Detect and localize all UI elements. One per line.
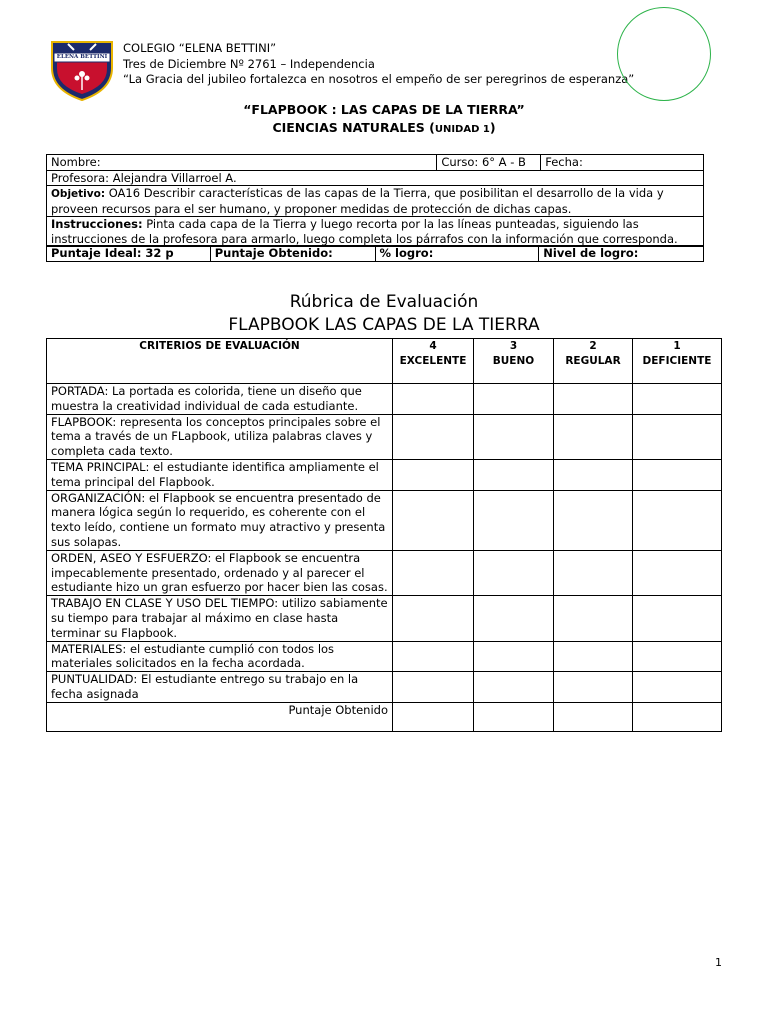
document-title: “FLAPBOOK : LAS CAPAS DE LA TIERRA” [243, 102, 525, 117]
criterion-orden-aseo: ORDEN, ASEO Y ESFUERZO: el Flapbook se encuentra impecablemente presentado, ordenado y al parecer el estudiante hizo un gran esfuerzo por hacer bien las cosas. [47, 550, 393, 595]
criterion-materiales: MATERIALES: el estudiante cumplió con todos los materiales solicitados en la fecha acordada. [47, 641, 393, 672]
obtained-score[interactable]: Puntaje Obtenido: [210, 246, 375, 262]
grade-circle [617, 7, 711, 101]
score-cell[interactable] [633, 459, 722, 490]
score-cell[interactable] [393, 490, 474, 550]
score-cell[interactable] [633, 414, 722, 459]
score-cell[interactable] [474, 596, 554, 641]
score-cell[interactable] [474, 384, 554, 415]
total-cell[interactable] [633, 702, 722, 731]
header-excellent-score: 4 [429, 340, 437, 352]
header-regular-label: REGULAR [565, 354, 621, 367]
document-subtitle [0, 120, 768, 135]
instructions-text: Pinta cada capa de la Tierra y luego recorta por la las líneas punteadas, siguiendo las instrucciones de la profesora para armarlo, luego completa los párrafos con la información que corresponda. [51, 217, 678, 246]
unit-label: UNIDAD 1 [434, 124, 490, 135]
page-number: 1 [715, 956, 722, 969]
school-header [123, 41, 634, 88]
table-row [47, 641, 722, 672]
table-row [47, 490, 722, 550]
date-field[interactable]: Fecha: [541, 155, 704, 171]
instructions-field [47, 217, 704, 247]
objective-label: Objetivo: [51, 188, 106, 200]
achievement-percent[interactable]: % logro: [375, 246, 539, 262]
header-deficient-score: 1 [673, 340, 681, 352]
name-field[interactable]: Nombre: [47, 155, 437, 171]
header-deficient [633, 339, 722, 384]
table-row [47, 384, 722, 415]
total-cell[interactable] [554, 702, 633, 731]
score-cell[interactable] [393, 550, 474, 595]
header-good [474, 339, 554, 384]
score-cell[interactable] [554, 414, 633, 459]
achievement-level[interactable]: Nivel de logro: [539, 246, 704, 262]
rubric-title: Rúbrica de Evaluación [289, 292, 479, 312]
score-cell[interactable] [474, 641, 554, 672]
table-row [47, 459, 722, 490]
instructions-label: Instrucciones: [51, 217, 143, 231]
score-cell[interactable] [554, 596, 633, 641]
info-table [46, 154, 704, 247]
score-cell[interactable] [554, 490, 633, 550]
rubric-subtitle: FLAPBOOK LAS CAPAS DE LA TIERRA [228, 315, 540, 335]
course-field: Curso: 6° A - B [437, 155, 541, 171]
criterion-portada: PORTADA: La portada es colorida, tiene un diseño que muestra la creatividad individual de cada estudiante. [47, 384, 393, 415]
subject-label: CIENCIAS NATURALES ( [272, 120, 435, 135]
table-row [47, 596, 722, 641]
total-cell[interactable] [474, 702, 554, 731]
header-good-score: 3 [509, 340, 518, 352]
header-excellent-label: EXCELENTE [399, 354, 467, 367]
total-row [47, 702, 722, 731]
header-good-label: BUENO [492, 354, 535, 367]
score-cell[interactable] [554, 384, 633, 415]
score-cell[interactable] [393, 596, 474, 641]
score-cell[interactable] [633, 490, 722, 550]
school-name: COLEGIO “ELENA BETTINI” [123, 41, 277, 55]
criterion-flapbook: FLAPBOOK: representa los conceptos principales sobre el tema a través de un FLapbook, utiliza palabras claves y completa cada texto. [47, 414, 393, 459]
ideal-score: Puntaje Ideal: 32 p [47, 246, 211, 262]
objective-text: OA16 Describir características de las capas de la Tierra, que posibilitan el desarrollo de la vida y proveen recursos para el ser humano, y proponer medidas de protección de dichas capas. [51, 186, 664, 216]
school-motto: “La Gracia del jubileo fortalezca en nosotros el empeño de ser peregrinos de esperanza” [123, 72, 635, 86]
score-cell[interactable] [554, 550, 633, 595]
score-cell[interactable] [393, 414, 474, 459]
score-cell[interactable] [633, 672, 722, 703]
score-cell[interactable] [554, 641, 633, 672]
table-row [47, 672, 722, 703]
header-deficient-label: DEFICIENTE [642, 354, 712, 367]
objective-field [47, 186, 704, 217]
score-cell[interactable] [474, 459, 554, 490]
score-cell[interactable] [393, 672, 474, 703]
school-logo [48, 38, 116, 102]
score-cell[interactable] [474, 672, 554, 703]
score-cell[interactable] [393, 641, 474, 672]
score-cell[interactable] [393, 384, 474, 415]
score-cell[interactable] [474, 414, 554, 459]
criterion-puntualidad: PUNTUALIDAD: El estudiante entrego su trabajo en la fecha asignada [47, 672, 393, 703]
criterion-tema-principal: TEMA PRINCIPAL: el estudiante identifica ampliamente el tema principal del Flapbook. [47, 459, 393, 490]
total-label: Puntaje Obtenido [47, 702, 393, 731]
rubric-table [46, 338, 722, 732]
header-regular-score: 2 [589, 340, 597, 352]
score-table [46, 245, 704, 262]
score-cell[interactable] [474, 550, 554, 595]
table-row [47, 414, 722, 459]
header-regular [554, 339, 633, 384]
school-address: Tres de Diciembre Nº 2761 – Independencia [123, 56, 375, 71]
table-row [47, 550, 722, 595]
score-cell[interactable] [633, 641, 722, 672]
logo-text: ELENA BETTINI [56, 54, 108, 60]
subject-close: ) [489, 120, 496, 135]
total-cell[interactable] [393, 702, 474, 731]
score-cell[interactable] [633, 384, 722, 415]
teacher-field: Profesora: Alejandra Villarroel A. [47, 170, 704, 186]
score-cell[interactable] [633, 550, 722, 595]
score-cell[interactable] [554, 672, 633, 703]
score-cell[interactable] [393, 459, 474, 490]
criterion-organizacion: ORGANIZACIÓN: el Flapbook se encuentra presentado de manera lógica según lo requerido, es coherente con el texto leído, contiene un formato muy atractivo y presenta sus solapas. [47, 490, 393, 550]
header-excellent [393, 339, 474, 384]
score-cell[interactable] [554, 459, 633, 490]
score-cell[interactable] [474, 490, 554, 550]
criteria-header: CRITERIOS DE EVALUACIÓN [47, 339, 393, 384]
criterion-trabajo-clase: TRABAJO EN CLASE Y USO DEL TIEMPO: utilizo sabiamente su tiempo para trabajar al máximo en clase hasta terminar su Flapbook. [47, 596, 393, 641]
score-cell[interactable] [633, 596, 722, 641]
